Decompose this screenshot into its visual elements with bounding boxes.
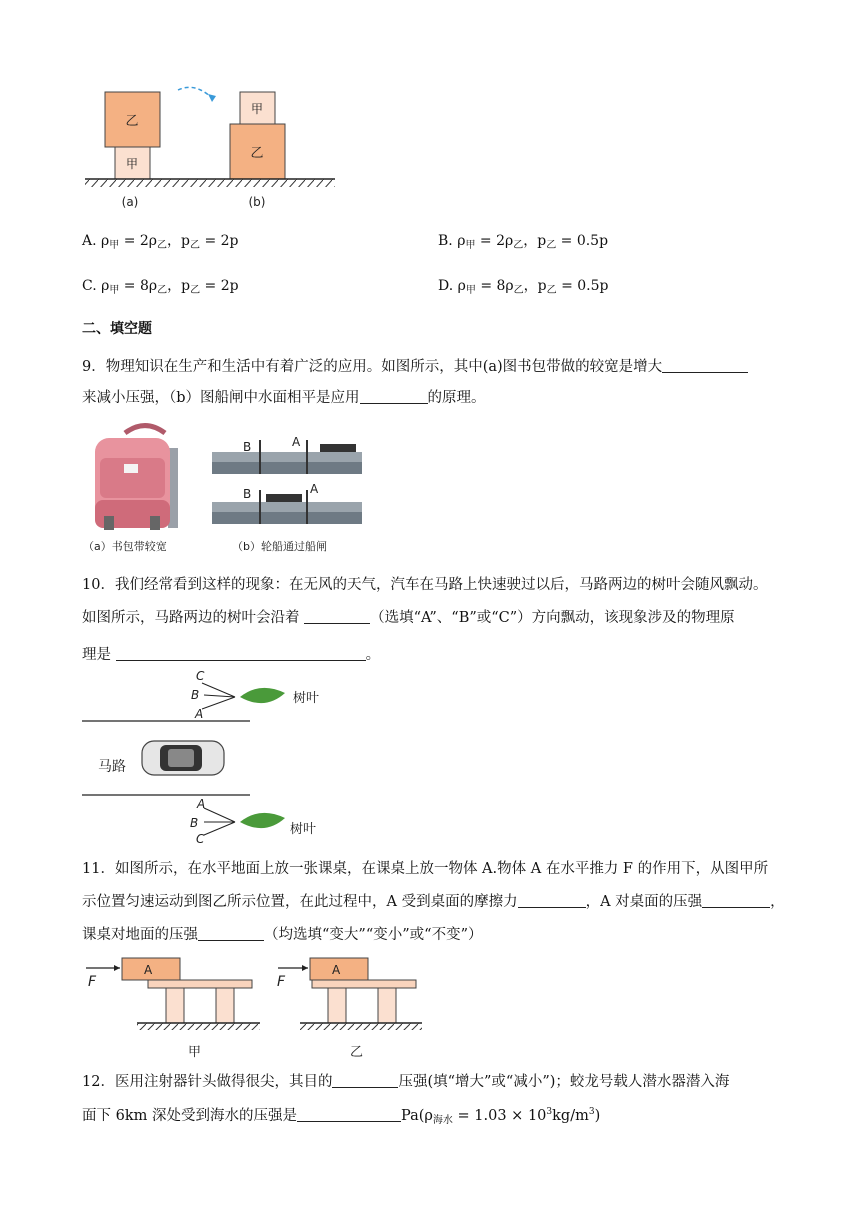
q11-line2: 示位置匀速运动到图乙所示位置，在此过程中，A 受到桌面的摩擦力 ，A 对桌面的压强 ， <box>82 894 785 910</box>
top-dir-b: B <box>191 688 200 702</box>
q9-line2: 来减小压强，（b）图船闸中水面相平是应用 的原理。 <box>82 390 486 406</box>
lock-label-a-bottom: A <box>310 482 319 496</box>
fig-jia-a: A <box>144 963 153 977</box>
q11-blank-2[interactable] <box>702 893 770 908</box>
top-dir-a: A <box>195 707 204 721</box>
bottom-dir-c: C <box>196 832 205 845</box>
block-yi-a-label: 乙 <box>125 114 139 129</box>
lock-label-b-bottom: B <box>243 487 252 501</box>
option-b[interactable]: B. $\rho_甲 = 2\rho_乙$，$p_乙 = 0.5p$ <box>438 233 609 251</box>
option-a[interactable]: A. $\rho_甲 = 2\rho_乙$，$p_乙 = 2p$ <box>82 233 239 251</box>
q9-blank-2[interactable] <box>360 389 428 404</box>
block-jia-b-label: 甲 <box>250 102 264 116</box>
backpack-image <box>95 426 178 531</box>
move-arrow-head <box>208 94 216 102</box>
desk-yi <box>278 958 422 1030</box>
q10-line1: 10．我们经常看到这样的现象：在无风的天气，汽车在马路上快速驶过以后，马路两边的树叶会随风飘动。 <box>82 577 768 593</box>
leaf-bottom-label: 树叶 <box>290 822 317 837</box>
q11-blank-1[interactable] <box>518 893 586 908</box>
block-jia-a-label: 甲 <box>125 157 139 171</box>
leaf-bottom-icon <box>240 813 285 828</box>
q12-line2: 面下 6km 深处受到海水的压强是 $Pa(\rho_{海水} = 1.03 \times 10^3kg/m^3)$ <box>82 1107 601 1126</box>
road-label: 马路 <box>98 759 126 775</box>
car-image <box>142 741 224 775</box>
desk-jia <box>86 958 260 1030</box>
caption-b: (b) <box>248 195 266 209</box>
fig-jia-caption: 甲 <box>188 1045 202 1060</box>
top-dir-c: C <box>196 669 205 683</box>
q11-figure <box>82 952 432 1064</box>
q12-blank-1[interactable] <box>332 1073 398 1088</box>
q11-line3: 课桌对地面的压强 （均选填“变大”“变小”或“不变”） <box>82 927 483 943</box>
block-yi-b-label: 乙 <box>250 146 264 161</box>
lock-label-a-top: A <box>292 435 301 449</box>
q11-line1: 11．如图所示，在水平地面上放一张课桌，在课桌上放一物体 A.物体 A 在水平推力 F 的作用下，从图甲所 <box>82 861 769 877</box>
fig-yi-caption: 乙 <box>350 1045 364 1060</box>
lock-label-b-top: B <box>243 440 252 454</box>
caption-a: (a) <box>121 195 139 209</box>
q9-figure <box>80 418 380 558</box>
bottom-dir-a: A <box>197 797 206 811</box>
q10-line3: 理是 。 <box>82 647 381 663</box>
q9-blank-1[interactable] <box>662 358 748 373</box>
fig-yi-f: F <box>277 974 286 990</box>
leaf-top-icon <box>240 688 285 703</box>
option-c[interactable]: C. $\rho_甲 = 8\rho_乙$，$p_乙 = 2p$ <box>82 278 239 296</box>
q10-blank-1[interactable] <box>304 609 370 624</box>
option-d[interactable]: D. $\rho_甲 = 8\rho_乙$，$p_乙 = 0.5p$ <box>438 278 609 296</box>
ground-hatch <box>85 179 335 187</box>
q9-caption-b: （b）轮船通过船闸 <box>232 540 327 553</box>
q11-blank-3[interactable] <box>198 926 264 941</box>
q12-line1: 12．医用注射器针头做得很尖，其目的 压强(填“增大”或“减小”)；蛟龙号载人潜水器潜入海 <box>82 1074 730 1090</box>
fig-jia-f: F <box>88 974 97 990</box>
q10-line2: 如图所示，马路两边的树叶会沿着 （选填“A”、“B”或“C”）方向飘动，该现象涉及的物理原 <box>82 610 735 626</box>
q10-blank-2[interactable] <box>116 646 366 661</box>
bottom-dir-b: B <box>190 816 199 830</box>
q12-blank-2[interactable] <box>297 1107 401 1122</box>
section-title: 二、填空题 <box>82 321 152 337</box>
q10-figure <box>80 665 360 845</box>
q9-line1: 9．物理知识在生产和生活中有着广泛的应用。如图所示，其中(a)图书包带做的较宽是增大 <box>82 355 748 376</box>
blocks-figure <box>80 80 350 215</box>
fig-yi-a: A <box>332 963 341 977</box>
q9-caption-a: （a）书包带较宽 <box>83 540 167 553</box>
leaf-top-label: 树叶 <box>293 691 320 706</box>
canal-lock-image <box>212 440 362 524</box>
move-arrow <box>178 87 212 98</box>
